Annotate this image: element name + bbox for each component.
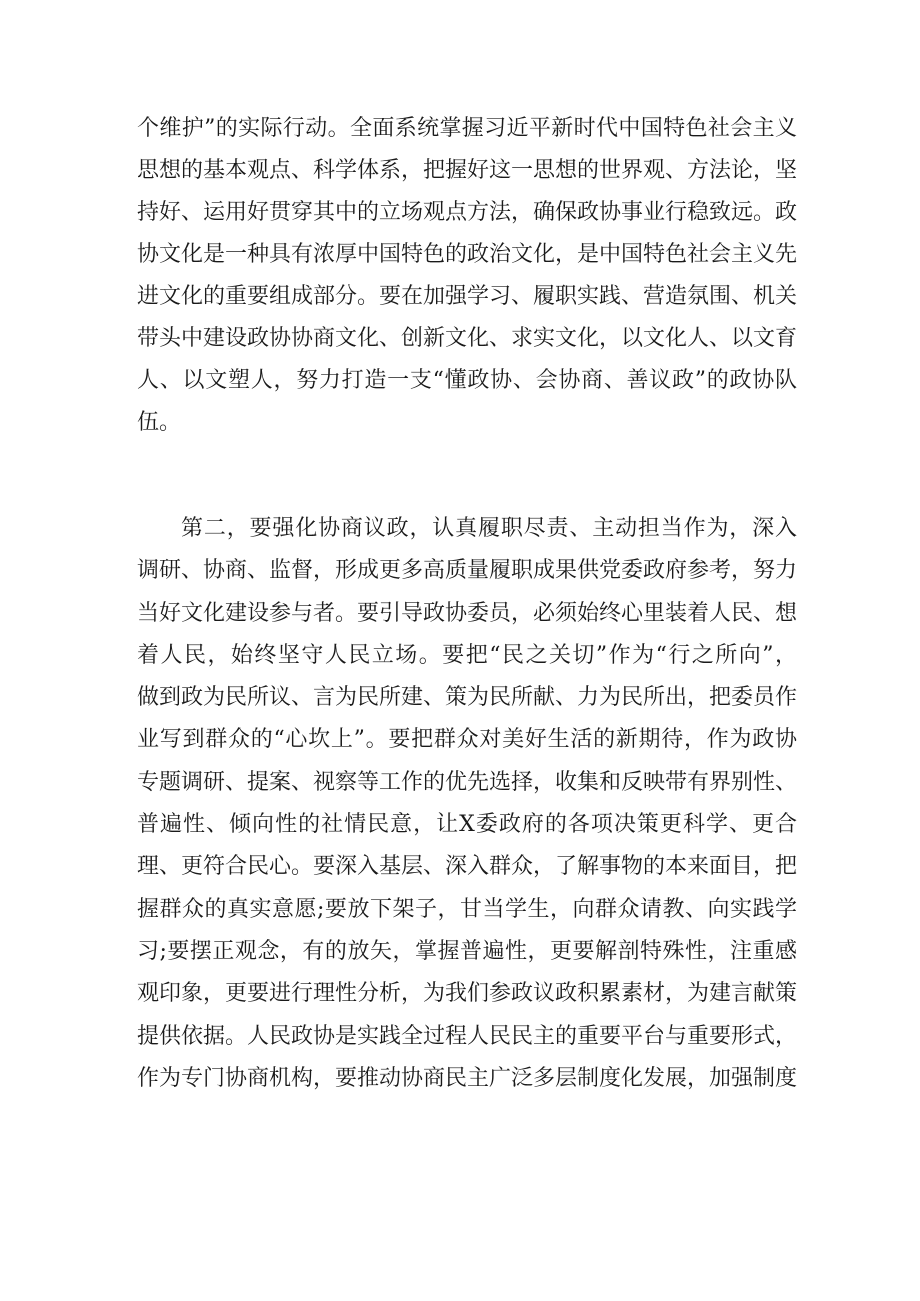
text-line: 进文化的重要组成部分。要在加强学习、履职实践、营造氛围、机关 <box>137 284 797 309</box>
text-line: 第二，要强化协商议政，认真履职尽责、主动担当作为，深入 <box>181 516 797 541</box>
text-line: 着人民，始终坚守人民立场。要把“民之关切”作为“行之所向”， <box>137 642 797 668</box>
text-line: 带头中建设政协协商文化、创新文化、求实文化，以文化人、以文育 <box>137 326 797 351</box>
text-line: 调研、协商、监督，形成更多高质量履职成果供党委政府参考，努力 <box>137 558 797 584</box>
paragraph-1 <box>137 108 797 444</box>
text-line: 握群众的真实意愿;要放下架子，甘当学生，向群众请教、向实践学 <box>137 896 797 922</box>
text-line: 普遍性、倾向性的社情民意，让X委政府的各项决策更科学、更合 <box>137 812 797 838</box>
text-line: 提供依据。人民政协是实践全过程人民民主的重要平台与重要形式， <box>137 1023 797 1049</box>
text-line: 观印象，更要进行理性分析，为我们参政议政积累素材，为建言献策 <box>137 981 797 1007</box>
text-line: 个维护”的实际行动。全面系统掌握习近平新时代中国特色社会主义 <box>137 116 797 141</box>
text-line: 思想的基本观点、科学体系，把握好这一思想的世界观、方法论，坚 <box>137 158 797 183</box>
text-line: 人、以文塑人，努力打造一支“懂政协、会协商、善议政”的政协队 <box>137 368 797 393</box>
text-line: 习;要摆正观念，有的放矢，掌握普遍性，更要解剖特殊性，注重感 <box>137 938 797 964</box>
text-line: 伍。 <box>137 410 182 435</box>
text-line: 当好文化建设参与者。要引导政协委员，必须始终心里装着人民、想 <box>137 600 797 626</box>
text-line: 持好、运用好贯穿其中的立场观点方法，确保政协事业行稳致远。政 <box>137 200 797 225</box>
text-line: 协文化是一种具有浓厚中国特色的政治文化，是中国特色社会主义先 <box>137 242 797 267</box>
text-line: 作为专门协商机构，要推动协商民主广泛多层制度化发展，加强制度 <box>137 1065 797 1091</box>
text-line: 理、更符合民心。要深入基层、深入群众，了解事物的本来面目，把 <box>137 854 797 880</box>
text-line: 做到政为民所议、言为民所建、策为民所献、力为民所出，把委员作 <box>137 685 797 711</box>
text-line: 业写到群众的“心坎上”。要把群众对美好生活的新期待，作为政协 <box>137 727 797 753</box>
paragraph-2 <box>137 508 797 1100</box>
text-line: 专题调研、提案、视察等工作的优先选择，收集和反映带有界别性、 <box>137 769 797 795</box>
